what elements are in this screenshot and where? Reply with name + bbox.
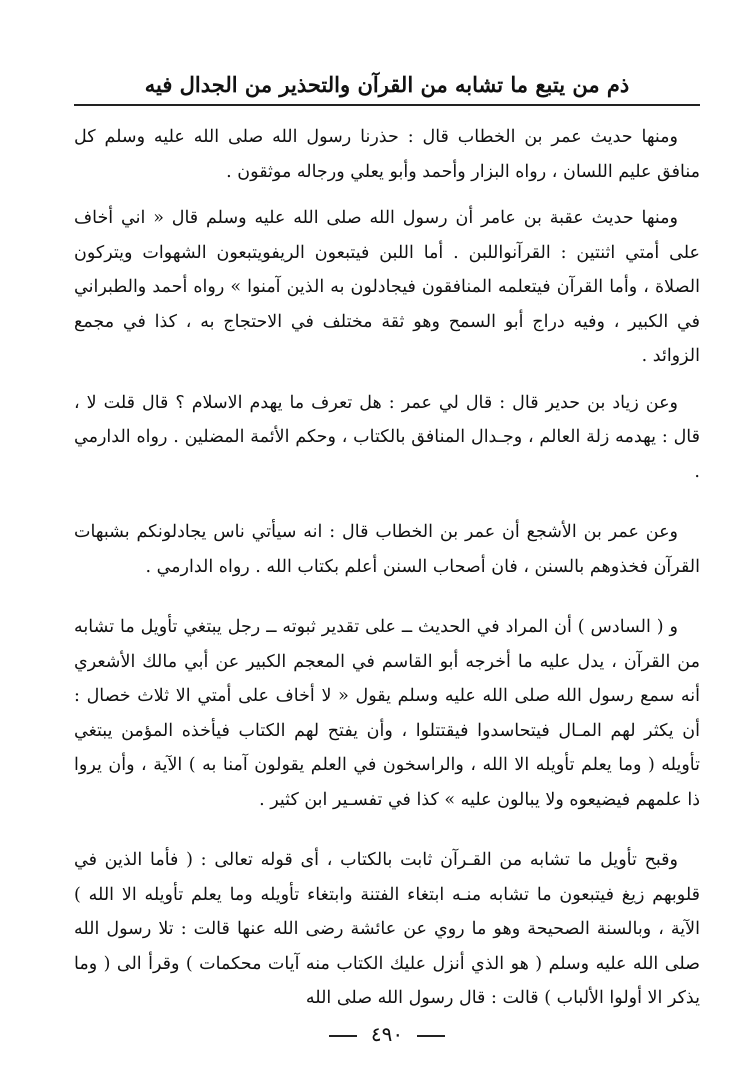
paragraph-3: وعن زياد بن حدير قال : قال لي عمر : هل تعرف ما يهدم الاسلام ؟ قال قلت لا ، قال : يهدمه زلة العالم ، وجـدال المنافق بالكتاب ، وحكم الأئمة المضلين . رواه الدارمي . xyxy=(74,392,700,482)
paragraph-4: وعن عمر بن الأشجع أن عمر بن الخطاب قال : انه سيأتي ناس يجادلونكم بشبهات القرآن فخذوهم بالسنن ، فان أصحاب السنن أعلم بكتاب الله . رواه الدارمي . xyxy=(74,522,700,577)
document-page xyxy=(74,70,700,1070)
footer-dash-right xyxy=(417,1035,445,1037)
page-body xyxy=(74,120,700,1016)
page-header-title: ذم من يتبع ما تشابه من القرآن والتحذير من الجدال فيه xyxy=(144,72,630,97)
footer-dash-left xyxy=(329,1035,357,1037)
paragraph-5: و ( السادس ) أن المراد في الحديث ــ على تقدير ثبوته ــ رجل يبتغي تأويل ما تشابه من القرآن ، يدل عليه ما أخرجه أبو القاسم في المعجم الكبير عن أبي مالك الأشعري أنه سمع رسول الله صلى الله عليه وسلم يقول « لا أخاف على أمتي الا ثلاث خصال : أن يكثر لهم المـال فيتحاسدوا فيقتتلوا ، وأن يفتح لهم الكتاب فيأخذه المؤمن يبتغي تأويله ( وما يعلم تأويله الا الله ، والراسخون في العلم يقولون آمنا به ) الآية ، وأن يروا ذا علمهم فيضيعوه ولا يبالون عليه » كذا في تفسـير ابن كثير . xyxy=(74,617,700,810)
paragraph-2: ومنها حديث عقبة بن عامر أن رسول الله صلى الله عليه وسلم قال « اني أخاف على أمتي اثنتين : القرآنواللبن . أما اللبن فيتبعون الريفويتبعون الشهوات ويتركون الصلاة ، وأما القرآن فيتعلمه المنافقون فيجادلون به الذين آمنوا » رواه أحمد والطبراني في الكبير ، وفيه دراج أبو السمح وهو ثقة مختلف في الاحتجاج به ، كذا في مجمع الزوائد . xyxy=(74,208,700,366)
page-footer xyxy=(74,1020,700,1048)
header-rule xyxy=(74,104,700,106)
page-number: ٤٩٠ xyxy=(370,1022,404,1046)
paragraph-1: ومنها حديث عمر بن الخطاب قال : حذرنا رسول الله صلى الله عليه وسلم كل منافق عليم اللسان ، رواه البزار وأحمد وأبو يعلي ورجاله موثقون . xyxy=(74,127,700,182)
paragraph-6: وقبح تأويل ما تشابه من القـرآن ثابت بالكتاب ، أى قوله تعالى : ( فأما الذين في قلوبهم زيغ فيتبعون ما تشابه منـه ابتغاء الفتنة وابتغاء تأويله وما يعلم تأويله الا الله ) الآية ، وبالسنة الصحيحة وهو ما روي عن عائشة رضى الله عنها قالت : تلا رسول الله صلى الله عليه وسلم ( هو الذي أنزل عليك الكتاب منه آيات محكمات ) وقرأ الى ( وما يذكر الا أولوا الألباب ) قالت : قال رسول الله صلى الله xyxy=(74,850,700,1008)
